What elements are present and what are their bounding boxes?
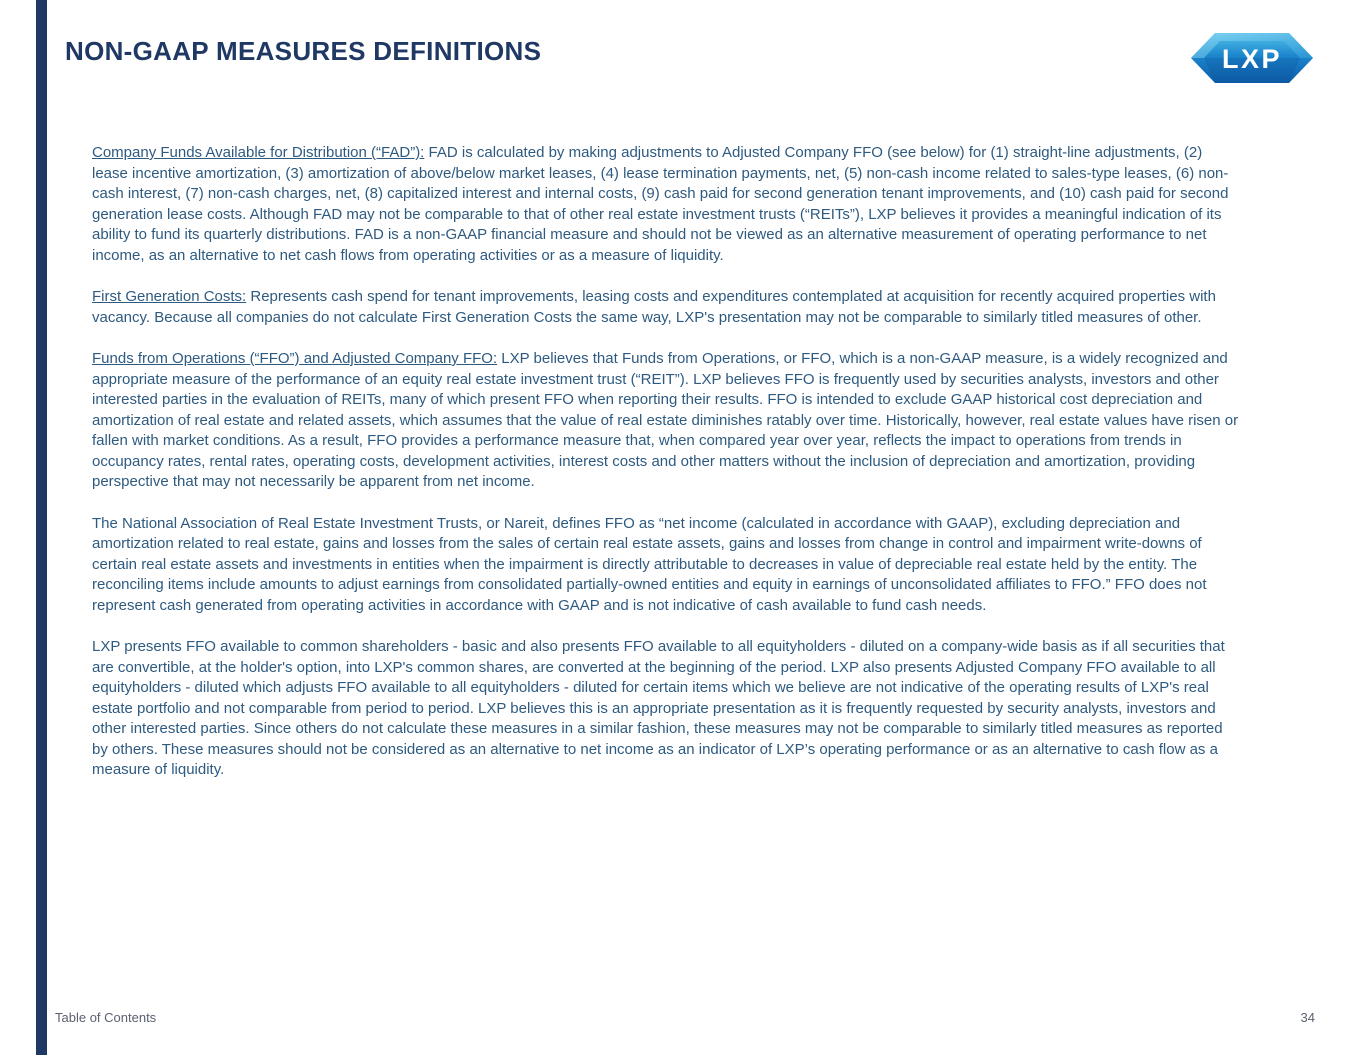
paragraph-ffo-presentation <box>92 637 1240 781</box>
paragraph-fad <box>92 143 1240 266</box>
text-nareit-definition: The National Association of Real Estate Investment Trusts, or Nareit, defines FFO as “net income (calculated in accordance with GAAP), excluding depreciation and amortization related to real estate, gains and losses from the sales of certain real estate assets, gains and losses from change in control and impairment write-downs of certain real estate assets and investments in entities when the impairment is directly attributable to decreases in value of depreciable real estate held by the entity. The reconciling items include amounts to adjust earnings from consolidated partially-owned entities and equity in earnings of unconsolidated affiliates to FFO.” FFO does not represent cash generated from operating activities in accordance with GAAP and is not indicative of cash available to fund cash needs. <box>92 514 1207 614</box>
term-ffo: Funds from Operations (“FFO”) and Adjusted Company FFO: <box>92 350 498 367</box>
lxp-logo-hexagon <box>1188 28 1316 88</box>
left-accent-bar <box>36 0 47 1055</box>
text-ffo-presentation: LXP presents FFO available to common shareholders - basic and also presents FFO available to all equityholders - diluted on a company-wide basis as if all securities that are convertible, at the holder's option, into LXP's common shares, are converted at the beginning of the period. LXP also presents Adjusted Company FFO available to all equityholders - diluted which adjusts FFO available to all equityholders - diluted for certain items which we believe are not indicative of the operating results of LXP's real estate portfolio and not comparable from period to period. LXP believes this is an appropriate presentation as it is frequently requested by security analysts, investors and other interested parties. Since others do not calculate these measures in a similar fashion, these measures may not be comparable to similarly titled measures as reported by others. These measures should not be considered as an alternative to net income as an indicator of LXP’s operating performance or as an alternative to cash flow as a measure of liquidity. <box>92 638 1225 778</box>
page-number: 34 <box>1300 1010 1315 1025</box>
lxp-logo <box>1188 28 1316 88</box>
lxp-logo-text: LXP <box>1221 44 1283 74</box>
text-fad: FAD is calculated by making adjustments to Adjusted Company FFO (see below) for (1) straight-line adjustments, (2) lease incentive amortization, (3) amortization of above/below market leases, (4) lease termination payments, net, (5) non-cash income related to sales-type leases, (6) non-cash interest, (7) non-cash charges, net, (8) capitalized interest and internal costs, (9) cash paid for second generation tenant improvements, and (10) cash paid for second generation lease costs. Although FAD may not be comparable to that of other real estate investment trusts (“REITs”), LXP believes it provides a meaningful indication of its ability to fund its quarterly distributions. FAD is a non-GAAP financial measure and should not be viewed as an alternative measurement of operating performance to net income, as an alternative to net cash flows from operating activities or as a measure of liquidity. <box>92 144 1229 264</box>
paragraph-nareit-definition <box>92 514 1240 617</box>
page-title: NON-GAAP MEASURES DEFINITIONS <box>65 36 542 66</box>
term-first-generation-costs: First Generation Costs: <box>92 288 247 305</box>
definitions-body <box>92 143 1240 802</box>
table-of-contents-link[interactable]: Table of Contents <box>55 1010 157 1025</box>
text-ffo: LXP believes that Funds from Operations, or FFO, which is a non-GAAP measure, is a widely recognized and appropriate measure of the performance of an equity real estate investment trust (“REIT”). LXP believes FFO is frequently used by securities analysts, investors and other interested parties in the evaluation of REITs, many of which present FFO when reporting their results. FFO is intended to exclude GAAP historical cost depreciation and amortization of real estate and related assets, which assumes that the value of real estate diminishes ratably over time. Historically, however, real estate values have risen or fallen with market conditions. As a result, FFO provides a performance measure that, when compared year over year, reflects the impact to operations from trends in occupancy rates, rental rates, operating costs, development activities, interest costs and other matters without the inclusion of depreciation and amortization, providing perspective that may not necessarily be apparent from net income. <box>92 350 1239 490</box>
paragraph-ffo <box>92 349 1240 493</box>
text-first-generation-costs: Represents cash spend for tenant improvements, leasing costs and expenditures contemplated at acquisition for recently acquired properties with vacancy. Because all companies do not calculate First Generation Costs the same way, LXP's presentation may not be comparable to similarly titled measures of other. <box>92 288 1216 326</box>
paragraph-first-generation-costs <box>92 287 1240 328</box>
term-fad: Company Funds Available for Distribution (“FAD”): <box>92 144 425 161</box>
